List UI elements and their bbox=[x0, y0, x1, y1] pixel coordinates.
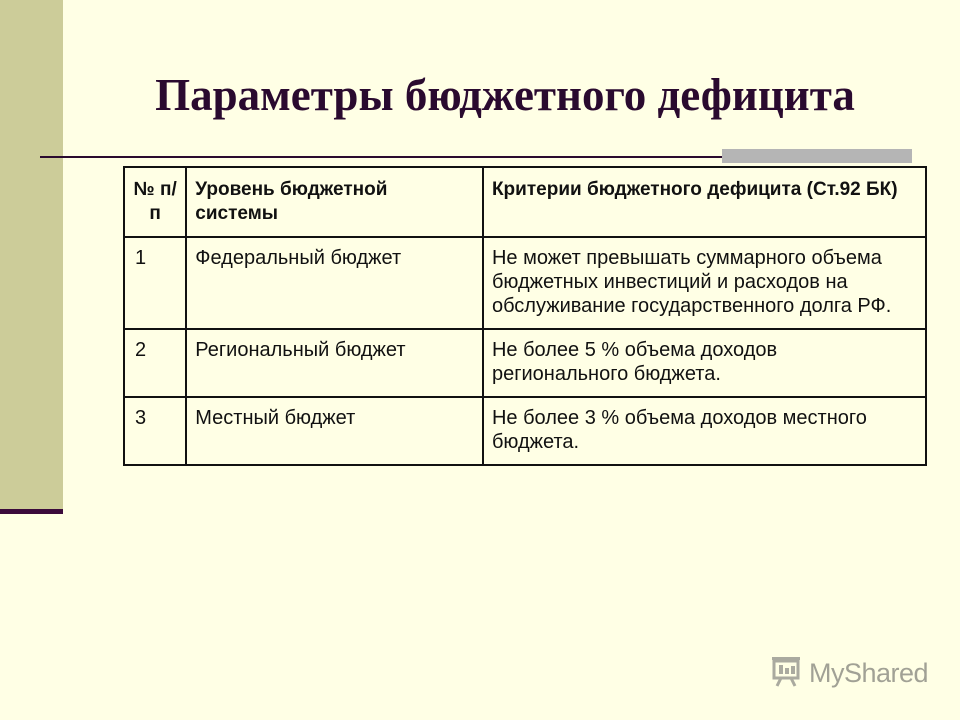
table-header-row bbox=[124, 167, 926, 237]
row-number: 1 bbox=[124, 237, 186, 329]
slide-title: Параметры бюджетного дефицита bbox=[155, 70, 855, 120]
budget-deficit-table bbox=[123, 166, 927, 466]
watermark-text: MyShared bbox=[809, 657, 929, 688]
header-number: № п/п bbox=[124, 167, 186, 237]
header-level: Уровень бюджетной системы bbox=[186, 167, 483, 237]
decorative-gray-bar bbox=[722, 149, 912, 163]
table-row bbox=[124, 397, 926, 465]
row-level: Региональный бюджет bbox=[186, 329, 483, 397]
row-criteria: Не более 3 % объема доходов местного бюджета. bbox=[483, 397, 926, 465]
decorative-left-band-line bbox=[0, 509, 63, 514]
header-criteria: Критерии бюджетного дефицита (Ст.92 БК) bbox=[483, 167, 926, 237]
table-row bbox=[124, 329, 926, 397]
myshared-watermark bbox=[769, 655, 928, 691]
row-criteria: Не может превышать суммарного объема бюджетных инвестиций и расходов на обслуживание государственного долга РФ. bbox=[483, 237, 926, 329]
row-number: 3 bbox=[124, 397, 186, 465]
row-number: 2 bbox=[124, 329, 186, 397]
table-row bbox=[124, 237, 926, 329]
row-level: Местный бюджет bbox=[186, 397, 483, 465]
presentation-board-icon bbox=[769, 655, 803, 692]
row-level: Федеральный бюджет bbox=[186, 237, 483, 329]
row-criteria: Не более 5 % объема доходов регионального бюджета. bbox=[483, 329, 926, 397]
budget-deficit-table-container bbox=[123, 166, 927, 466]
